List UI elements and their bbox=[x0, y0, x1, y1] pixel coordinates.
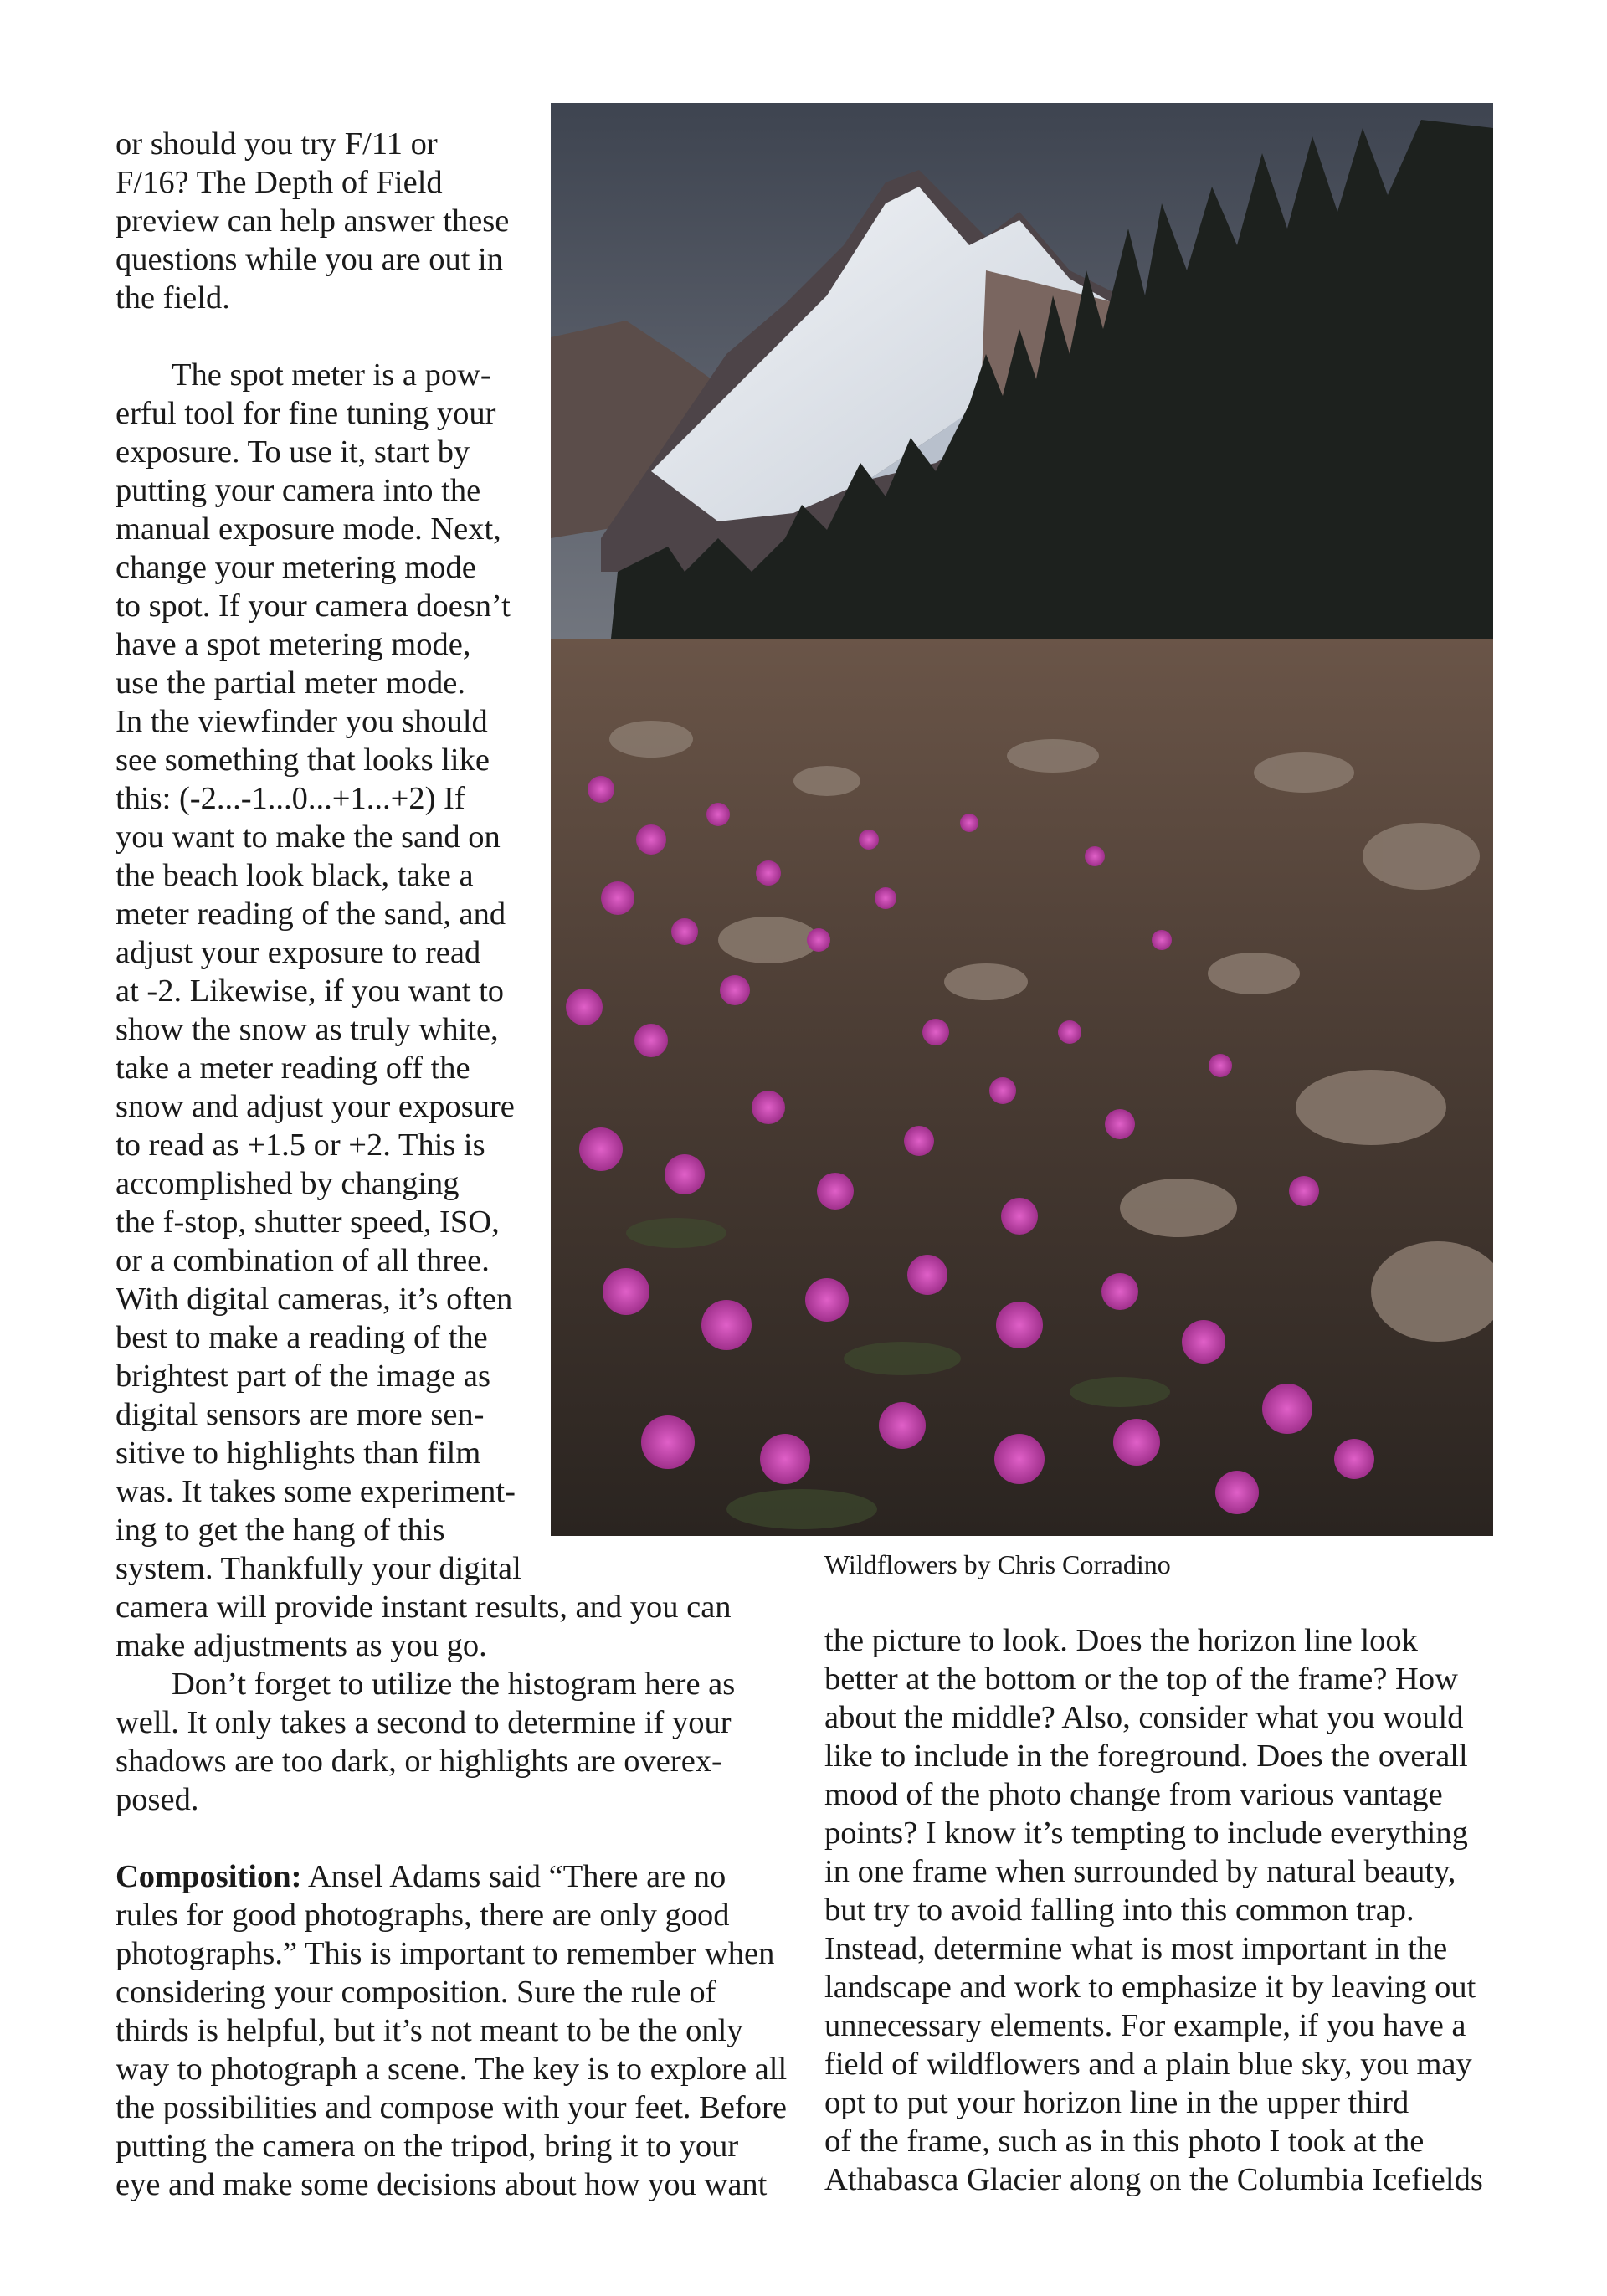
text-line: mood of the photo change from various vantage bbox=[824, 1777, 1443, 1812]
text-line: erful tool for fine tuning your bbox=[116, 396, 496, 431]
text-line: have a spot metering mode, bbox=[116, 627, 471, 662]
text-line: use the partial meter mode. bbox=[116, 665, 465, 701]
text-line: sitive to highlights than film bbox=[116, 1436, 481, 1471]
text-line: F/16? The Depth of Field bbox=[116, 165, 443, 200]
text-line: camera will provide instant results, and you can bbox=[116, 1590, 732, 1625]
text-line: ing to get the hang of this bbox=[116, 1513, 445, 1548]
text-line: brightest part of the image as bbox=[116, 1359, 490, 1394]
text-line: well. It only takes a second to determine if your bbox=[116, 1705, 732, 1740]
text-line: show the snow as truly white, bbox=[116, 1012, 499, 1047]
text-line: manual exposure mode. Next, bbox=[116, 511, 501, 547]
text-line: preview can help answer these bbox=[116, 203, 510, 239]
text-line: the field. bbox=[116, 280, 230, 316]
composition-first-line bbox=[116, 1857, 726, 1896]
text-line: better at the bottom or the top of the frame? How bbox=[824, 1662, 1458, 1697]
text-line: best to make a reading of the bbox=[116, 1320, 488, 1355]
text-line: points? I know it’s tempting to include everything bbox=[824, 1816, 1468, 1851]
text-line: landscape and work to emphasize it by leaving out bbox=[824, 1970, 1476, 2005]
text-line: or should you try F/11 or bbox=[116, 126, 438, 162]
text-line: see something that looks like bbox=[116, 742, 490, 778]
text-line: meter reading of the sand, and bbox=[116, 896, 506, 932]
text-line: was. It takes some experiment- bbox=[116, 1474, 516, 1509]
composition-heading: Composition: bbox=[116, 1859, 302, 1894]
text-line: photographs.” This is important to remember when bbox=[116, 1936, 775, 1971]
text-line: thirds is helpful, but it’s not meant to be the only bbox=[116, 2013, 743, 2048]
text-line: considering your composition. Sure the rule of bbox=[116, 1975, 716, 2010]
text-line: eye and make some decisions about how you want bbox=[116, 2167, 768, 2202]
text-line: snow and adjust your exposure bbox=[116, 1089, 515, 1124]
wildflowers-photo bbox=[551, 103, 1493, 1536]
text-line: to spot. If your camera doesn’t bbox=[116, 588, 511, 624]
text-line: this: (-2...-1...0...+1...+2) If bbox=[116, 781, 465, 816]
text-line: make adjustments as you go. bbox=[116, 1628, 487, 1663]
text-line: field of wildflowers and a plain blue sky, you may bbox=[824, 2047, 1472, 2082]
text-line: about the middle? Also, consider what you would bbox=[824, 1700, 1464, 1735]
text-line: exposure. To use it, start by bbox=[116, 434, 470, 470]
text-line: digital sensors are more sen- bbox=[116, 1397, 485, 1432]
text-line: questions while you are out in bbox=[116, 242, 503, 277]
text-line: at -2. Likewise, if you want to bbox=[116, 973, 505, 1009]
text-line: In the viewfinder you should bbox=[116, 704, 488, 739]
text-line: The spot meter is a pow- bbox=[172, 357, 491, 393]
text-line: Instead, determine what is most important in the bbox=[824, 1931, 1448, 1966]
text-line: Don’t forget to utilize the histogram here as bbox=[172, 1667, 736, 1702]
text-line: way to photograph a scene. The key is to explore all bbox=[116, 2052, 788, 2087]
text-line: like to include in the foreground. Does the overall bbox=[824, 1739, 1468, 1774]
text-line: but try to avoid falling into this common trap. bbox=[824, 1893, 1414, 1928]
text-line: the f-stop, shutter speed, ISO, bbox=[116, 1205, 500, 1240]
text-line: take a meter reading off the bbox=[116, 1050, 470, 1086]
text-line: posed. bbox=[116, 1782, 199, 1817]
text-line: to read as +1.5 or +2. This is bbox=[116, 1127, 485, 1163]
text-line: change your metering mode bbox=[116, 550, 476, 585]
text-line: rules for good photographs, there are only good bbox=[116, 1898, 730, 1933]
text-line: the beach look black, take a bbox=[116, 858, 474, 893]
text-line: accomplished by changing bbox=[116, 1166, 460, 1201]
text-line: putting the camera on the tripod, bring it to your bbox=[116, 2129, 739, 2164]
text-line: adjust your exposure to read bbox=[116, 935, 481, 970]
text-line: of the frame, such as in this photo I took at the bbox=[824, 2124, 1425, 2159]
composition-lead: Ansel Adams said “There are no bbox=[301, 1859, 726, 1894]
text-line: opt to put your horizon line in the upper third bbox=[824, 2085, 1409, 2120]
text-line: in one frame when surrounded by natural beauty, bbox=[824, 1854, 1456, 1889]
text-line: putting your camera into the bbox=[116, 473, 481, 508]
text-line: the possibilities and compose with your feet. Before bbox=[116, 2090, 787, 2125]
text-line: Athabasca Glacier along on the Columbia Icefields bbox=[824, 2162, 1483, 2197]
text-line: the picture to look. Does the horizon line look bbox=[824, 1623, 1418, 1658]
photo-caption: Wildflowers by Chris Corradino bbox=[824, 1549, 1171, 1579]
text-line: or a combination of all three. bbox=[116, 1243, 490, 1278]
text-line: system. Thankfully your digital bbox=[116, 1551, 521, 1586]
text-line: With digital cameras, it’s often bbox=[116, 1282, 513, 1317]
text-line: unnecessary elements. For example, if you have a bbox=[824, 2008, 1466, 2043]
text-line: you want to make the sand on bbox=[116, 819, 501, 855]
text-line: shadows are too dark, or highlights are overex- bbox=[116, 1744, 722, 1779]
